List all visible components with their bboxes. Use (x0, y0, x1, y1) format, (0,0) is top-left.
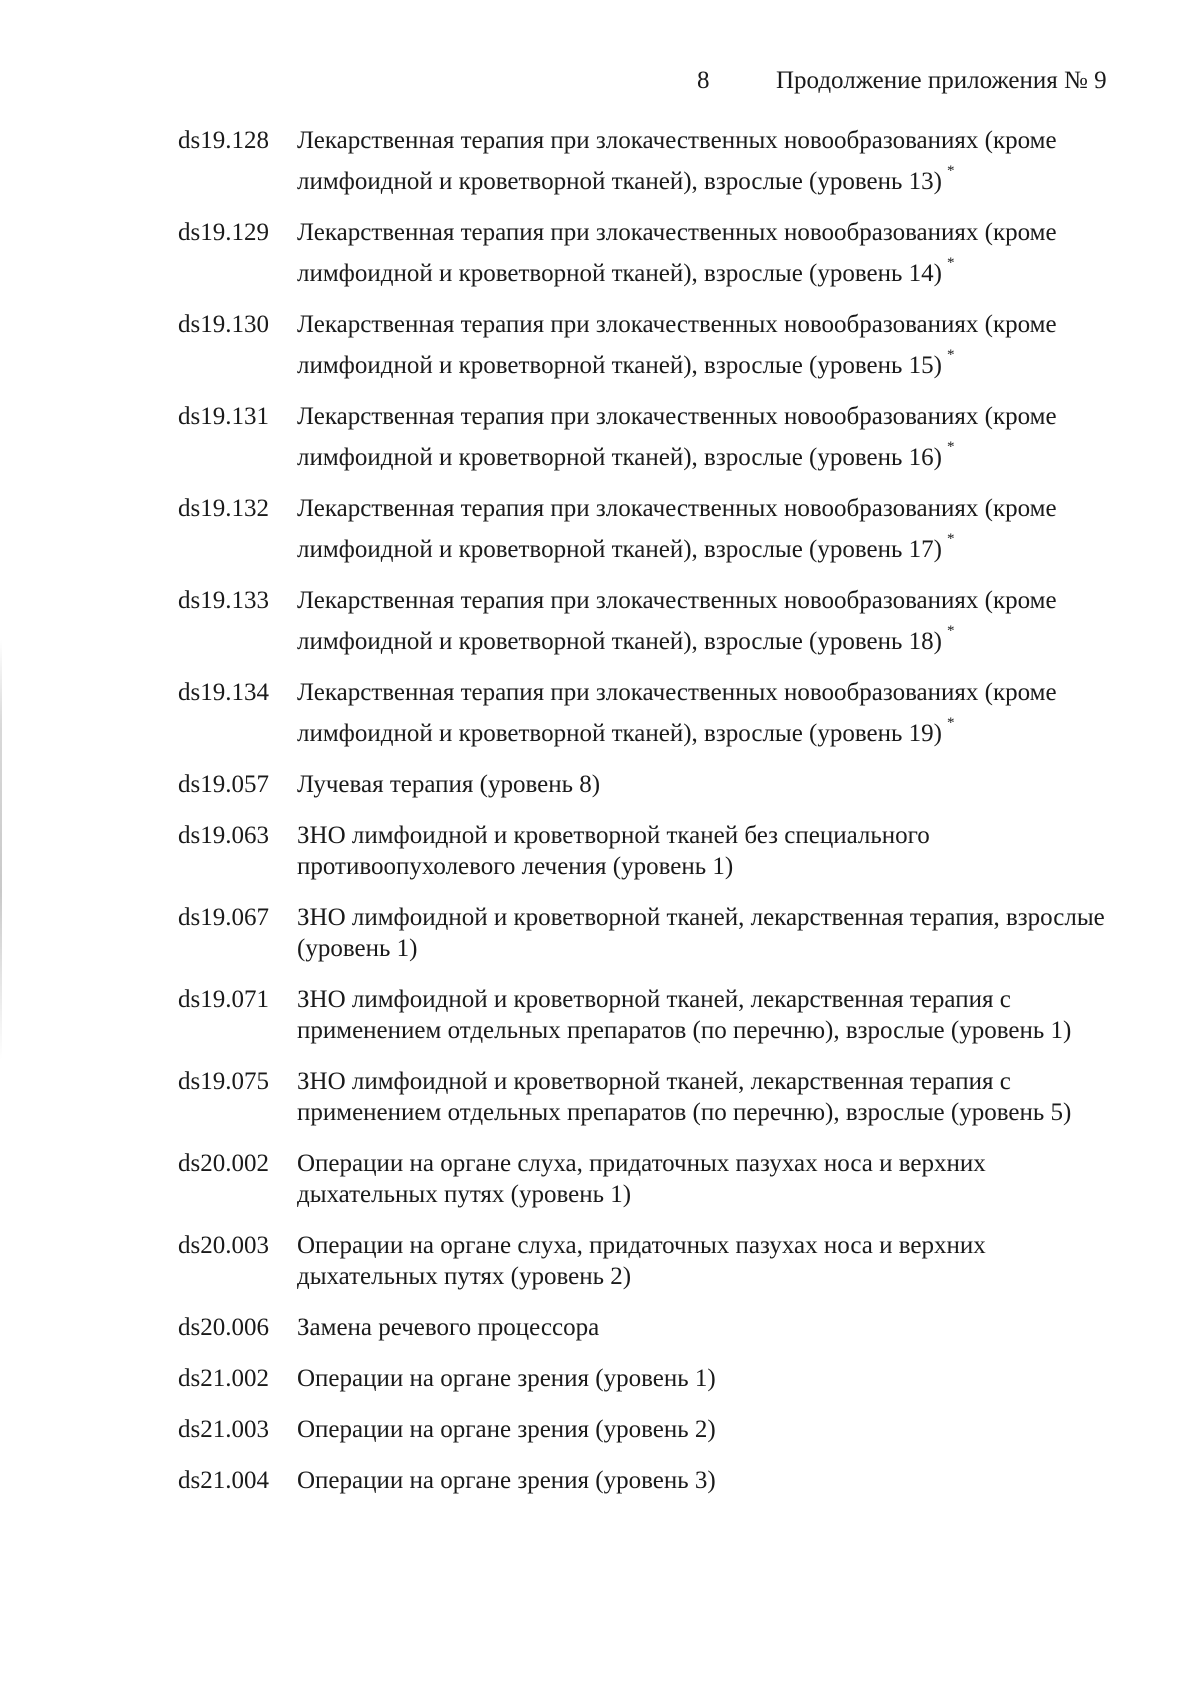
footnote-mark: * (947, 715, 955, 731)
list-item (178, 1465, 1118, 1496)
entry-code: ds21.003 (178, 1416, 269, 1443)
entry-code: ds21.004 (178, 1467, 269, 1494)
entry-name (297, 493, 1118, 565)
entry-code: ds19.132 (178, 495, 269, 522)
entry-name-text: Замена речевого процессора (297, 1314, 600, 1341)
entry-name-text: Лекарственная терапия при злокачественных новообразованиях (кроме лимфоидной и кроветворной тканей), взрослые (уровень 18) (297, 587, 1057, 655)
entry-name (297, 1066, 1118, 1128)
entry-code: ds19.130 (178, 311, 269, 338)
footnote-mark: * (947, 255, 955, 271)
entry-name-text: Лекарственная терапия при злокачественных новообразованиях (кроме лимфоидной и кроветворной тканей), взрослые (уровень 15) (297, 311, 1057, 379)
entry-name-text: Операции на органе зрения (уровень 2) (297, 1416, 716, 1443)
list-item (178, 820, 1118, 882)
entry-name-text: ЗНО лимфоидной и кроветворной тканей, лекарственная терапия с применением отдельных препаратов (по перечню), взрослые (уровень 1) (297, 986, 1072, 1044)
footnote-mark: * (947, 163, 955, 179)
entry-name-text: Операции на органе слуха, придаточных пазухах носа и верхних дыхательных путях (уровень 1) (297, 1150, 986, 1208)
list-item (178, 984, 1118, 1046)
entry-code: ds19.075 (178, 1068, 269, 1095)
entry-list (178, 125, 1118, 1516)
entry-code: ds19.067 (178, 904, 269, 931)
entry-name-text: Лекарственная терапия при злокачественных новообразованиях (кроме лимфоидной и кроветворной тканей), взрослые (уровень 13) (297, 127, 1057, 195)
list-item (178, 493, 1118, 565)
footnote-mark: * (947, 531, 955, 547)
footnote-mark: * (947, 623, 955, 639)
entry-name (297, 1465, 1118, 1496)
entry-name (297, 217, 1118, 289)
entry-code: ds21.002 (178, 1365, 269, 1392)
entry-code: ds19.071 (178, 986, 269, 1013)
list-item (178, 902, 1118, 964)
entry-name (297, 984, 1118, 1046)
list-item (178, 1230, 1118, 1292)
entry-name-text: Операции на органе слуха, придаточных пазухах носа и верхних дыхательных путях (уровень 2) (297, 1232, 986, 1290)
list-item (178, 769, 1118, 800)
footnote-mark: * (947, 439, 955, 455)
entry-name (297, 769, 1118, 800)
entry-code: ds20.002 (178, 1150, 269, 1177)
list-item (178, 1363, 1118, 1394)
list-item (178, 1414, 1118, 1445)
entry-code: ds19.134 (178, 679, 269, 706)
list-item (178, 1148, 1118, 1210)
entry-name (297, 1363, 1118, 1394)
entry-name (297, 677, 1118, 749)
footnote-mark: * (947, 347, 955, 363)
entry-name-text: Операции на органе зрения (уровень 3) (297, 1467, 716, 1494)
list-item (178, 1066, 1118, 1128)
entry-name-text: ЗНО лимфоидной и кроветворной тканей, лекарственная терапия, взрослые (уровень 1) (297, 904, 1105, 962)
entry-name-text: Операции на органе зрения (уровень 1) (297, 1365, 716, 1392)
scan-edge-shadow (0, 640, 2, 1060)
entry-name (297, 1230, 1118, 1292)
entry-code: ds19.129 (178, 219, 269, 246)
entry-name-text: ЗНО лимфоидной и кроветворной тканей, лекарственная терапия с применением отдельных препаратов (по перечню), взрослые (уровень 5) (297, 1068, 1072, 1126)
entry-code: ds19.057 (178, 771, 269, 798)
entry-name (297, 1148, 1118, 1210)
entry-name-text: Лекарственная терапия при злокачественных новообразованиях (кроме лимфоидной и кроветворной тканей), взрослые (уровень 17) (297, 495, 1057, 563)
entry-name (297, 1414, 1118, 1445)
list-item (178, 585, 1118, 657)
page-number: 8 (697, 67, 710, 94)
entry-name-text: Лекарственная терапия при злокачественных новообразованиях (кроме лимфоидной и кроветворной тканей), взрослые (уровень 19) (297, 679, 1057, 747)
entry-code: ds20.003 (178, 1232, 269, 1259)
entry-name-text: Лекарственная терапия при злокачественных новообразованиях (кроме лимфоидной и кроветворной тканей), взрослые (уровень 16) (297, 403, 1057, 471)
list-item (178, 677, 1118, 749)
list-item (178, 401, 1118, 473)
entry-code: ds19.063 (178, 822, 269, 849)
entry-name (297, 585, 1118, 657)
entry-code: ds19.131 (178, 403, 269, 430)
list-item (178, 125, 1118, 197)
list-item (178, 309, 1118, 381)
entry-name-text: ЗНО лимфоидной и кроветворной тканей без специального противоопухолевого лечения (уровень 1) (297, 822, 930, 880)
continuation-heading: Продолжение приложения № 9 (776, 67, 1107, 94)
entry-name-text: Лучевая терапия (уровень 8) (297, 771, 601, 798)
entry-code: ds19.133 (178, 587, 269, 614)
entry-name (297, 309, 1118, 381)
entry-name (297, 902, 1118, 964)
entry-name (297, 401, 1118, 473)
entry-name (297, 820, 1118, 882)
entry-code: ds20.006 (178, 1314, 269, 1341)
entry-code: ds19.128 (178, 127, 269, 154)
entry-name (297, 125, 1118, 197)
entry-name-text: Лекарственная терапия при злокачественных новообразованиях (кроме лимфоидной и кроветворной тканей), взрослые (уровень 14) (297, 219, 1057, 287)
entry-name (297, 1312, 1118, 1343)
list-item (178, 217, 1118, 289)
list-item (178, 1312, 1118, 1343)
